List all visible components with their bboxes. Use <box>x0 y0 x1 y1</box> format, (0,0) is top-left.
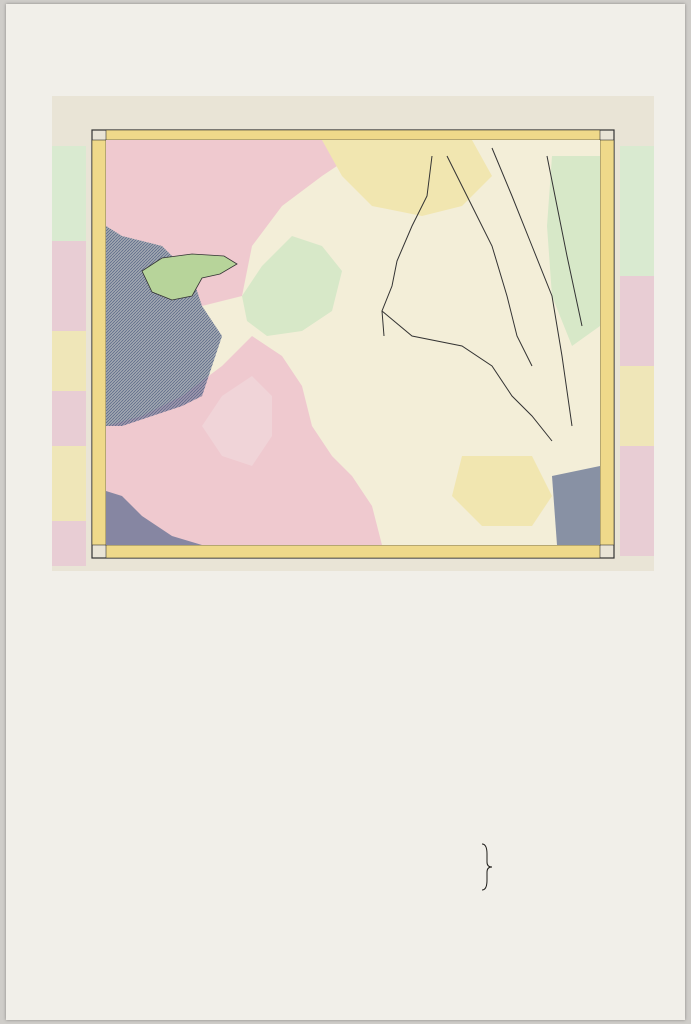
right-margin-band <box>620 366 654 446</box>
map-canvas <box>52 96 654 571</box>
persian-gulf <box>552 466 600 545</box>
left-margin-band <box>52 446 86 521</box>
map <box>52 96 654 571</box>
left-margin-band <box>52 391 86 446</box>
left-margin-band <box>52 146 86 241</box>
right-margin-band <box>620 146 654 276</box>
left-margin-band <box>52 241 86 331</box>
right-margin-band <box>620 276 654 366</box>
left-margin-band <box>52 521 86 566</box>
description-paragraph <box>94 598 664 601</box>
brace <box>480 842 494 892</box>
left-margin-band <box>52 331 86 391</box>
right-margin-band <box>620 446 654 556</box>
